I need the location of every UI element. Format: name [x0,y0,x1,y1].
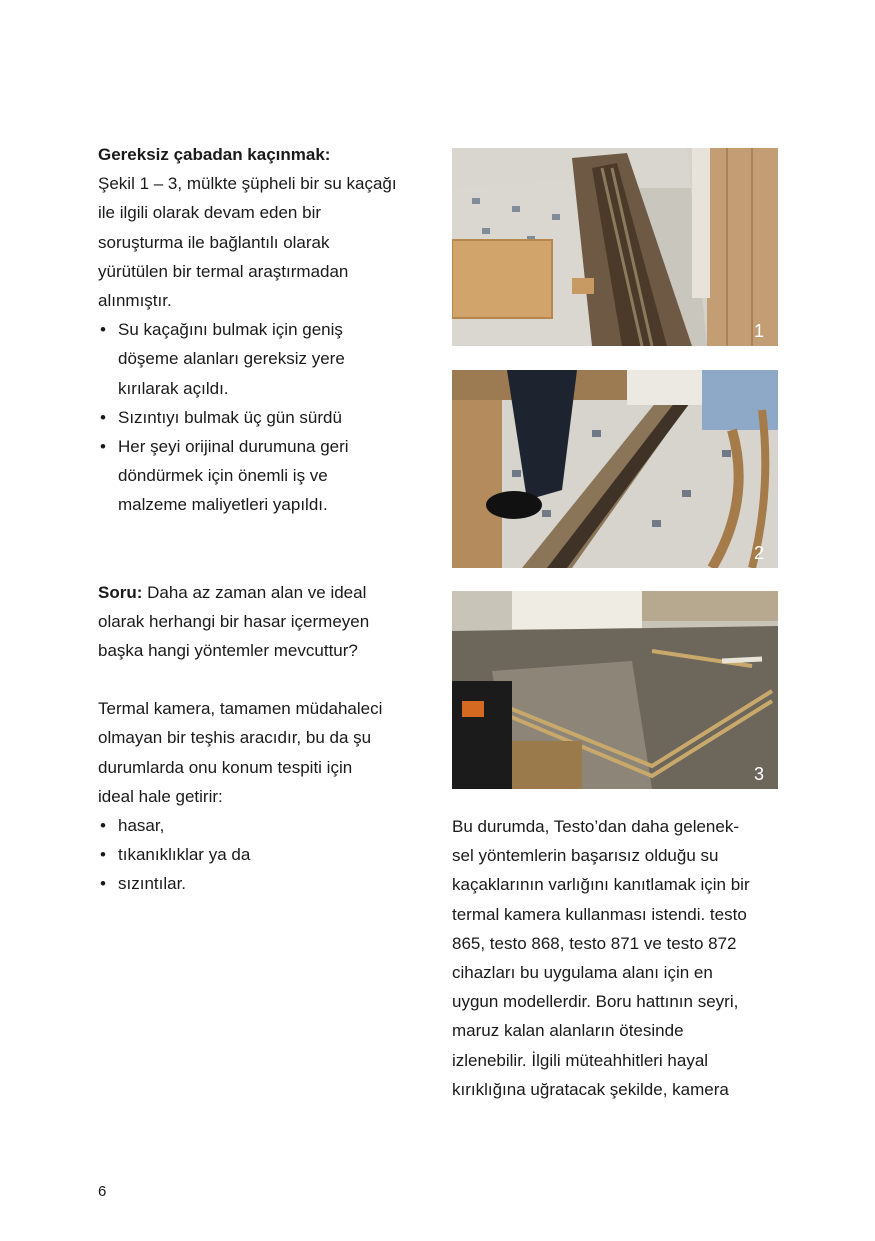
intro-line-1: Şekil 1 – 3, mülkte şüpheli bir su kaçağı [98,174,397,194]
photo-2-number: 2 [753,543,764,563]
body-line-9: izlenebilir. İlgili müteahhitleri hayal [452,1050,709,1070]
question-label: Soru: [98,582,143,602]
bullet-item [98,403,433,432]
spacer [98,520,433,578]
intro-line-3: soruşturma ile bağlantılı olarak [98,232,330,252]
bullet-item: • sızıntılar. [98,869,433,898]
answer-line-1: Termal kamera, tamamen müdahaleci [98,699,383,719]
photo-3-number: 3 [753,764,764,784]
intro-line-2: ile ilgili olarak devam eden bir [98,203,322,223]
bullet-line: Her şeyi orijinal durumuna geri [118,437,349,457]
question-line-3: başka hangi yöntemler mevcuttur? [98,641,358,661]
body-line-10: kırıklığına uğratacak şekilde, kamera [452,1079,729,1099]
body-line-5: 865, testo 868, testo 871 ve testo 872 [452,933,737,953]
bullet-line: Sızıntıyı bulmak üç gün sürdü [118,407,342,427]
left-column [98,140,433,899]
intro-line-5: alınmıştır. [98,291,172,311]
answer-line-2: olmayan bir teşhis aracıdır, bu da şu [98,728,372,748]
body-line-3: kaçaklarının varlığını kanıtlamak için bir [452,875,750,895]
body-line-1: Bu durumda, Testo’dan daha gelenek- [452,817,739,836]
bullet-item: • tıkanıklıklar ya da [98,840,433,869]
right-column [452,812,787,1104]
bullet-item: • hasar, [98,811,433,840]
body-line-2: sel yöntemlerin başarısız olduğu su [452,846,719,866]
bullet-item [98,432,433,520]
question-line-2: olarak herhangi bir hasar içermeyen [98,611,370,631]
page-number: 6 [98,1183,107,1200]
answer-bullet-list [98,811,433,899]
bullet-line: malzeme maliyetleri yapıldı. [118,495,328,515]
bullet-line: döşeme alanları gereksiz yere [118,349,345,369]
bullet-item [98,315,433,403]
problem-bullet-list [98,315,433,519]
photo-1-floor-excavation [452,148,778,346]
body-line-7: uygun modellerdir. Boru hattının seyri, [452,992,739,1012]
photo-1-image [452,148,778,346]
body-line-6: cihazları bu uygulama alanı için en [452,963,713,983]
question-line-1 [98,578,433,607]
answer-line-4: ideal hale getirir: [98,786,223,806]
question-text: Daha az zaman alan ve ideal [142,582,367,602]
section-heading: Gereksiz çabadan kaçınmak: [98,145,331,164]
photo-3-exposed-pipes [452,591,778,789]
photo-2-image [452,370,778,568]
photo-2-trench-with-person [452,370,778,568]
bullet-line: döndürmek için önemli iş ve [118,466,328,486]
bullet-line: Su kaçağını bulmak için geniş [118,320,343,340]
photo-1-number: 1 [753,321,764,341]
answer-line-3: durumlarda onu konum tespiti için [98,757,353,777]
bullet-line: kırılarak açıldı. [118,378,229,398]
photo-3-image [452,591,778,789]
spacer [98,665,433,694]
body-line-8: maruz kalan alanların ötesinde [452,1021,684,1041]
intro-line-4: yürütülen bir termal araştırmadan [98,261,349,281]
body-line-4: termal kamera kullanması istendi. testo [452,904,747,924]
